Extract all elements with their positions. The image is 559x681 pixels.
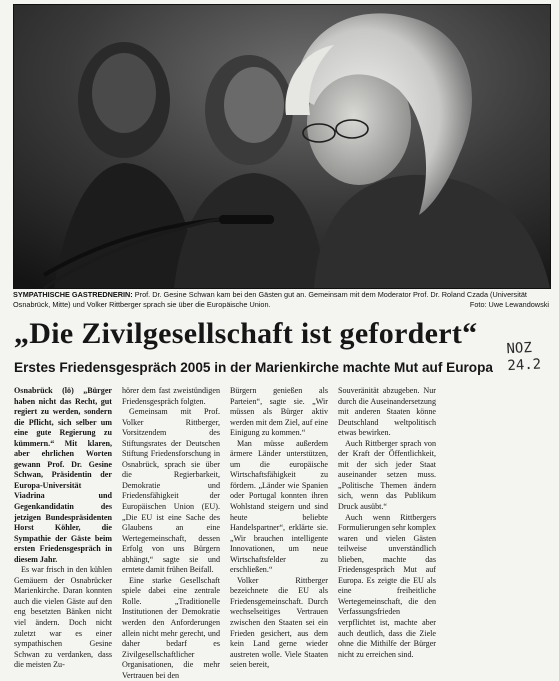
headline: „Die Zivilgesellschaft ist gefordert“ xyxy=(14,317,478,350)
caption-heading: SYMPATHISCHE GASTREDNERIN: xyxy=(13,290,133,299)
caption-text: Prof. Dr. Gesine Schwan kam bei den Gästen gut an. Gemeinsam mit dem Moderator Prof. Dr. Roland Czada (Universität Osnabrück, Mitte) und Volker Rittberger sprach sie über die Europäische Union. xyxy=(13,290,527,309)
article-paragraph: Eine starke Gesellschaft spiele dabei eine zentrale Rolle. „Traditionelle Institutionen der Demokratie werden den Anforderungen allein nicht mehr gerecht, und daher bedarf es Zivilgesellschaftlicher Organisationen, die mehr Vertrauen bei den xyxy=(122,575,220,680)
article-paragraph: Bürgern genießen als Parteien“, sagte sie. „Wir müssen als Bürger aktiv werden mit dem Ziel, auf eine Einigung zu kommen.“ xyxy=(230,386,328,438)
article-body xyxy=(14,386,547,680)
article-column-3 xyxy=(230,386,328,670)
subheadline: Erstes Friedensgespräch 2005 in der Marienkirche machte Mut auf Europa xyxy=(14,360,493,375)
article-paragraph: Man müsse außerdem ärmere Länder unterstützen, um die europäische Wirtschaftsfähigkeit zu fördern. „Länder wie Spanien oder Portugal konnten ihren Wohlstand steigern und sind heute beliebte Handelspartner“, erklärte sie. „Wir brauchen intelligente Innovationen, um neue Wirtschaftsfelder zu erschließen.“ xyxy=(230,438,328,575)
article-column-2 xyxy=(122,386,220,680)
article-paragraph: hörer dem fast zweistündigen Friedensgespräch folgten. xyxy=(122,386,220,406)
photo-caption xyxy=(13,290,549,309)
article-paragraph: Osnabrück (lö) „Bürger haben nicht das Recht, gut regiert zu werden, sondern die Pflicht, sich selber um eine gute Regierung zu kümmern.“ Mit klaren, aber ehrlichen Worten gewann Prof. Dr. Gesine Schwan, Präsidentin der Europa-Universität Viadrina und Gegenkandidatin des jetzigen Bundespräsidenten Horst Köhler, die Sympathie der Gäste beim ersten Friedensgespräch in diesem Jahr. xyxy=(14,386,112,564)
article-paragraph: Volker Rittberger bezeichnete die EU als Friedensgemeinschaft. Durch wechselseitiges Vertrauen zwischen den Staaten sei ein Frieden gesichert, aus dem kein Land gerne wieder austreten wolle. Viele Staaten seien bereit, xyxy=(230,575,328,670)
article-paragraph: Gemeinsam mit Prof. Volker Rittberger, Vorsitzendem des Stiftungsrates der Deutschen Stiftung Friedensforschung in Osnabrück, sprach sie über die Regierbarkeit, Demokratie und Friedensfähigkeit der Europäischen Union (EU). „Die EU ist eine Sache des Glaubens an eine Wertegemeinschaft, dessen Erfolg von uns Bürgern abhängt,“ sagte sie und erntete damit frühen Beifall. xyxy=(122,407,220,575)
article-column-4 xyxy=(338,386,437,659)
article-paragraph: Souveränität abzugeben. Nur durch die Auseinandersetzung mit anderen Staaten könne Deutschland weltpolitisch etwas bewirken. xyxy=(338,386,436,438)
note-line-1: NOZ xyxy=(506,339,533,358)
article-column-5 xyxy=(446,386,544,639)
article-column-1 xyxy=(14,386,112,670)
note-line-2: 24.2 xyxy=(507,356,542,375)
article-paragraph: Auch Rittberger sprach von der Kraft der Öffentlichkeit, mit der sich jeder Staat auseinander setzen muss. „Politische Themen ändern sich, wenn das Publikum Druck ausübt.“ xyxy=(338,438,436,512)
photo-illustration xyxy=(14,5,550,288)
article-paragraph: Es war frisch in den kühlen Gemäuern der Osnabrücker Marienkirche. Daran konnten auch die vielen Gäste auf den eng besetzten Bänken nicht viel ändern. Doch nicht zuletzt war es einer sympathischen Gesine Schwan zu verdanken, dass die meisten Zu- xyxy=(14,565,112,670)
photo-credit: Foto: Uwe Lewandowski xyxy=(469,299,549,309)
article-photo xyxy=(13,4,551,289)
article-paragraph: Auch wenn Rittbergers Formulierungen sehr komplex waren und vielen Gästen teilweise unverständlich blieben, machte das Friedensgespräch Mut auf Europa. Es zeigte die EU als eine freiheitliche Wertegemeinschaft, die den Verfassungsfrieden verpflichtet ist, machte aber auch deutlich, dass die Ziele ohne die Mithilfe der Bürger nicht zu erreichen sind. xyxy=(338,512,437,659)
